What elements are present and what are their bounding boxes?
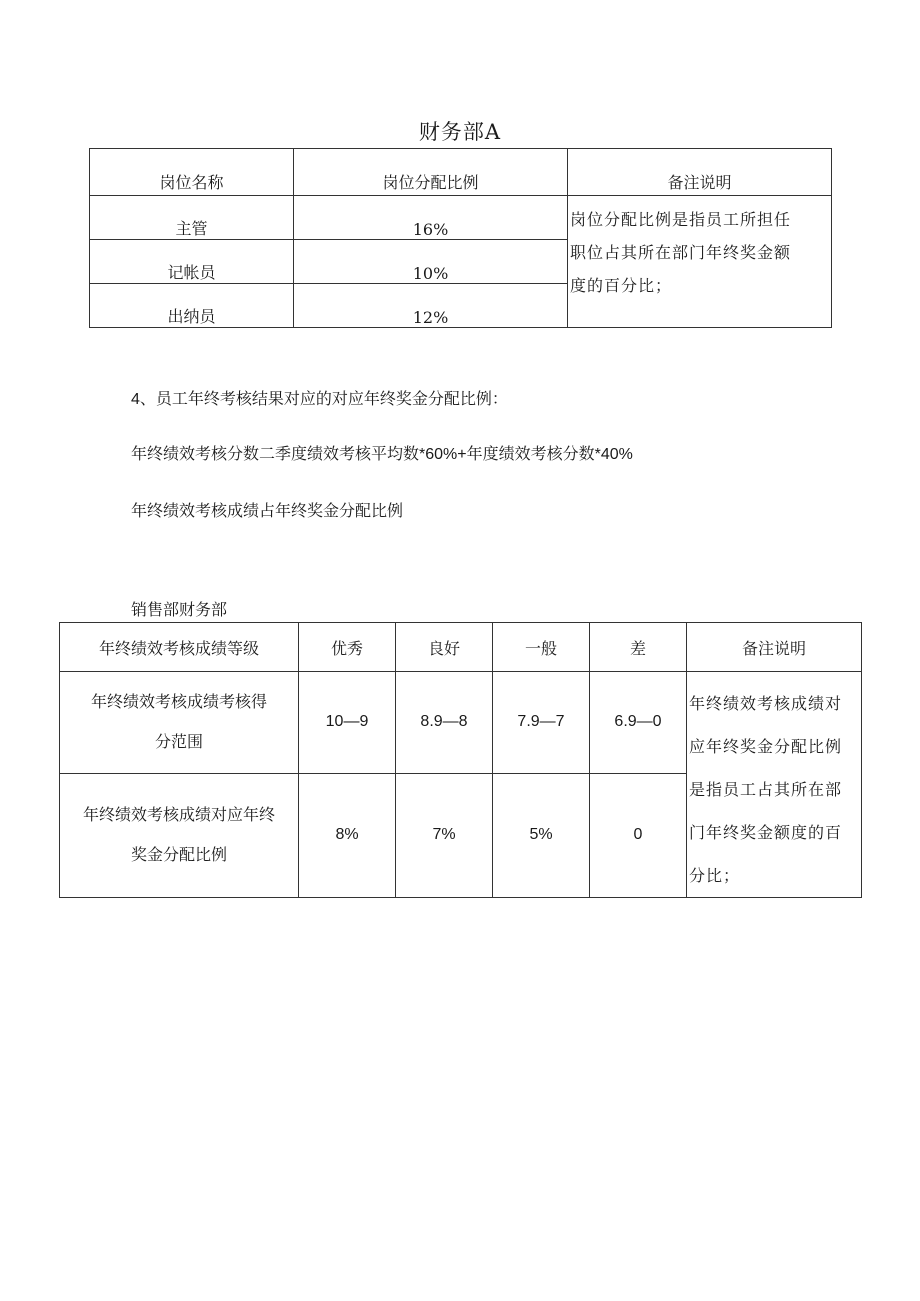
ratio-good: 7% <box>396 773 493 897</box>
header-note: 备注说明 <box>568 149 832 196</box>
table-b-header-row <box>60 623 862 672</box>
ratio-cell: 16% <box>294 196 568 240</box>
label-line: 分范围 <box>154 732 203 752</box>
ratio-heading: 年终绩效考核成绩占年终奖金分配比例 <box>131 503 404 520</box>
item-4-heading: 4、员工年终考核结果对应的对应年终奖金分配比例： <box>131 391 508 408</box>
table-a <box>89 148 832 328</box>
note-line: 度的百分比； <box>570 276 673 295</box>
header-excellent: 优秀 <box>299 623 396 672</box>
score-poor: 6.9—0 <box>590 672 687 774</box>
ratio-cell: 12% <box>294 284 568 328</box>
note-cell <box>687 672 862 898</box>
score-average: 7.9—7 <box>493 672 590 774</box>
position-cell: 记帐员 <box>90 240 294 284</box>
score-excellent: 10—9 <box>299 672 396 774</box>
note-line: 职位占其所在部门年终奖金额 <box>570 243 792 262</box>
note-line: 岗位分配比例是指员工所担任 <box>570 210 792 229</box>
bonus-ratio-label <box>60 773 299 897</box>
note-line: 是指员工占其所在部 <box>689 780 843 799</box>
label-line: 年终绩效考核成绩对应年终 <box>82 805 275 825</box>
header-good: 良好 <box>396 623 493 672</box>
position-cell: 出纳员 <box>90 284 294 328</box>
note-line: 应年终奖金分配比例 <box>689 737 843 756</box>
header-grade: 年终绩效考核成绩等级 <box>60 623 299 672</box>
ratio-cell: 10% <box>294 240 568 284</box>
score-formula: 年终绩效考核分数二季度绩效考核平均数*60%+年度绩效考核分数*40% <box>131 446 633 463</box>
note-line: 年终绩效考核成绩对 <box>689 694 843 713</box>
table-row <box>60 672 862 774</box>
ratio-average: 5% <box>493 773 590 897</box>
header-poor: 差 <box>590 623 687 672</box>
table-a-title: 财务部A <box>418 120 502 144</box>
ratio-excellent: 8% <box>299 773 396 897</box>
table-a-header-row <box>90 149 832 196</box>
table-b <box>59 622 862 898</box>
table-row <box>90 196 832 240</box>
header-average: 一般 <box>493 623 590 672</box>
header-position: 岗位名称 <box>90 149 294 196</box>
note-line: 门年终奖金额度的百 <box>689 823 843 842</box>
label-line: 年终绩效考核成绩考核得 <box>90 692 267 712</box>
header-note: 备注说明 <box>687 623 862 672</box>
position-cell: 主管 <box>90 196 294 240</box>
score-range-label <box>60 672 299 774</box>
table-b-label: 销售部财务部 <box>131 602 228 619</box>
note-line: 分比； <box>689 866 741 885</box>
score-good: 8.9—8 <box>396 672 493 774</box>
note-cell <box>568 196 832 328</box>
header-ratio: 岗位分配比例 <box>294 149 568 196</box>
label-line: 奖金分配比例 <box>130 845 227 865</box>
ratio-poor: 0 <box>590 773 687 897</box>
